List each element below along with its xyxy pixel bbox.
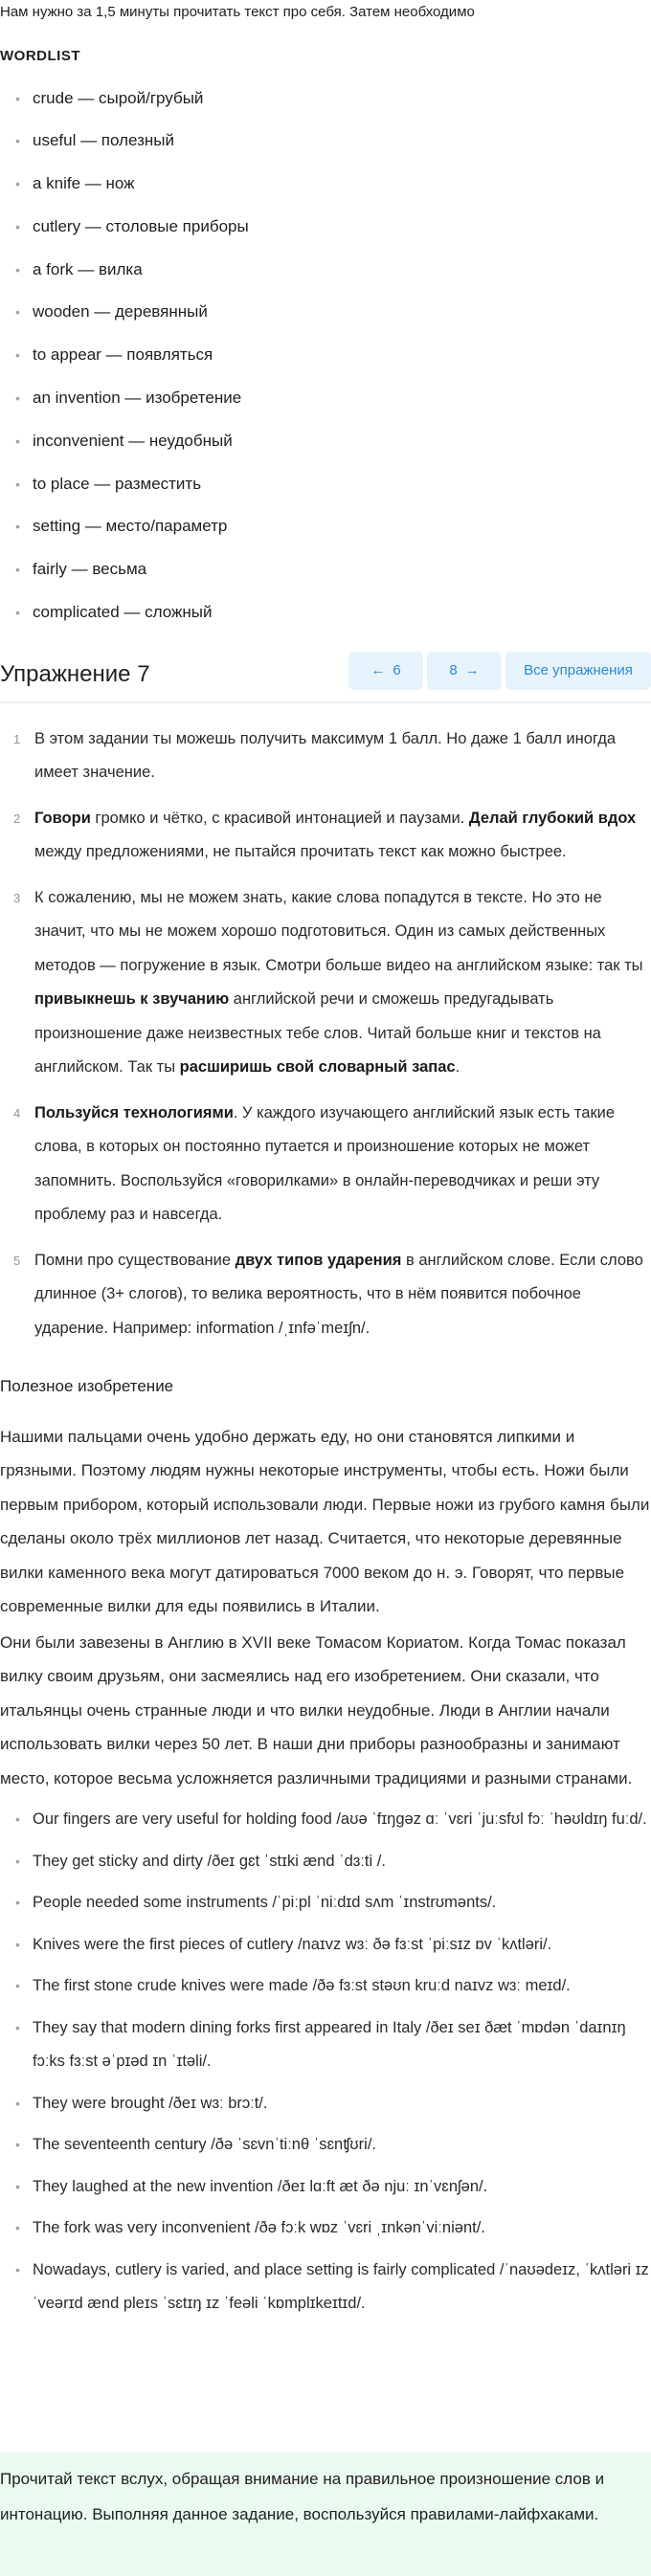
wordlist-item-text: inconvenient — неудобный [33,431,233,450]
exercise-title: Упражнение 7 [0,660,150,687]
phrases-list [0,1797,651,2321]
wordlist-item [13,120,651,163]
arrow-left-icon: ← [370,662,386,679]
bullet-icon: • [15,519,20,535]
reading-text [0,1357,651,1795]
tip-number: 2 [13,811,21,826]
tip-text: между предложениями, не пытайся прочитать текст как можно быстрее. [34,843,567,861]
wordlist-item-text: to place — разместить [33,474,202,493]
tip-text: в английском слове. Если слово длинное (3+ слогов), то велика вероятность, что в нём появится побочное ударение. Например: information /ˌɪnfəˈmeɪʃn/. [34,1251,643,1337]
bullet-icon: • [15,1936,20,1952]
text-paragraph: Нашими пальцами очень удобно держать еду, но они становятся липкими и грязными. Поэтому людям нужны некоторые инструменты, чтобы есть. Ножи были первым прибором, который использовали люди. Первые ножи из грубого камня были сделаны около трёх миллионов лет назад. Считается, что некоторые деревянные вилки каменного века могут датироваться 7000 веком до н. э. Говорят, что первые современные вилки для еды появились в Италии. [0,1427,650,1616]
bullet-icon: • [15,562,20,578]
text-paragraph: Они были завезены в Англию в XVII веке Томасом Кориатом. Когда Томас показал вилку своим друзьям, они засмеялись над его изобретением. Они сказали, что итальянцы очень странные люди и что вилки неудобные. Люди в Англии начали использовать вилки через 50 лет. В наши дни приборы разнообразны и занимают место, которое весьма усложняется различными традициями и разными странами. [0,1632,633,1788]
phrase-item [13,2011,651,2079]
prev-exercise-label: 6 [393,662,401,679]
instruction-note [0,2452,651,2576]
tip-text: К сожалению, мы не можем знать, какие слова попадутся в тексте. Но это не значит, что мы не можем хорошо подготовиться. Один из самых действенных методов — погружение в язык. Смотри больше видео на английском языке: так ты [34,888,643,974]
bullet-icon: • [15,2095,20,2111]
note-text: Прочитай текст вслух, обращая внимание на правильное произношение слов и интонацию. Выполняя данное задание, воспользуйся правилами-лайфхаками. [0,2470,605,2523]
wordlist-item [13,291,651,334]
tip-text: английской речи и сможешь предугадывать произношение даже неизвестных тебе слов. Читай больше книг и текстов на английском. Так ты [34,990,601,1077]
phrase-text: Knives were the first pieces of cutlery /naɪvz wɜː ðə fɜːst ˈpiːsɪz ɒv ˈkʌtləri/. [33,1935,552,1953]
next-exercise-label: 8 [449,662,458,679]
bullet-icon: • [15,1811,20,1828]
wordlist-item [13,505,651,548]
bullet-icon: • [15,476,20,492]
wordlist-item [13,78,651,121]
bullet-icon: • [15,176,20,192]
bullet-icon: • [15,2019,20,2035]
phrase-item [13,2170,651,2205]
tip-number: 1 [13,731,21,746]
next-exercise-button[interactable] [427,652,502,690]
phrase-item [13,1886,651,1921]
intro-text: Нам нужно за 1,5 минуты прочитать текст про себя. Затем необходимо [0,4,475,20]
wordlist-item [13,334,651,377]
tip-text: Помни про существование [34,1251,236,1269]
phrase-item [13,1845,651,1879]
bullet-icon: • [15,261,20,278]
bullet-icon: • [15,433,20,449]
phrase-text: Our fingers are very useful for holding food /aʊə ˈfɪŋgəz ɑː ˈvɛri ˈjuːsfʊl fɔː ˈhəʊldɪŋ fuːd/. [33,1810,647,1829]
bullet-icon: • [15,2137,20,2153]
tip-emphasis: Делай глубокий вдох [468,809,637,827]
wordlist-item-text: cutlery — столовые приборы [33,216,249,235]
tip-emphasis: Говори [34,809,91,827]
wordlist-item-text: fairly — весьма [33,560,147,579]
tip-emphasis: Пользуйся технологиями [34,1103,234,1121]
phrase-text: The seventeenth century /ðə ˈsɛvnˈtiːnθ ˈsɛnʧʊri/. [33,2136,376,2154]
arrow-right-icon: → [464,662,480,679]
bullet-icon: • [15,304,20,321]
wordlist-item [13,377,651,420]
wordlist-item [13,548,651,591]
tip-emphasis: привыкнешь к звучанию [34,990,230,1009]
text-title: Полезное изобретение [0,1377,174,1396]
wordlist-title: WORDLIST [0,48,80,64]
phrase-text: They laughed at the new invention /ðeɪ lɑːft æt ðə njuː ɪnˈvɛnʃən/. [33,2177,488,2195]
wordlist-item [13,591,651,634]
phrase-item [13,2128,651,2163]
phrase-item [13,2211,651,2246]
wordlist-item-text: complicated — сложный [33,603,213,622]
wordlist-item [13,420,651,463]
wordlist-item-text: crude — сырой/грубый [33,88,204,107]
tip-number: 3 [13,890,21,905]
wordlist-item-text: a knife — нож [33,174,135,193]
phrase-text: Nowadays, cutlery is varied, and place setting is fairly complicated /ˈnaʊədeɪz, ˈkʌtləri ɪz ˈveərɪd ænd pleɪs ˈsɛtɪŋ ɪz ˈfeəli ˈkɒmplɪkeɪtɪd/. [33,2260,649,2313]
tip-number: 4 [13,1105,21,1121]
wordlist-item-text: useful — полезный [33,131,174,150]
phrase-text: They say that modern dining forks first appeared in Italy /ðeɪ seɪ ðæt ˈmɒdən ˈdaɪnɪŋ fɔːks fɜːst əˈpɪəd ɪn ˈɪtəli/. [33,2018,626,2071]
tip-text: . У каждого изучающего английский язык есть такие слова, в которых он постоянно путается и произношение которых не может запомнить. Воспользуйся «говорилками» в онлайн-переводчиках и реши эту проблему раз и навсегда. [34,1103,616,1224]
tip-item [0,722,651,790]
wordlist-item [13,463,651,506]
bullet-icon: • [15,390,20,407]
wordlist-item-text: to appear — появляться [33,345,213,365]
wordlist-item-text: setting — место/параметр [33,517,228,536]
bullet-icon: • [15,605,20,621]
bullet-icon: • [15,2261,20,2277]
tip-emphasis: двух типов ударения [235,1251,402,1269]
phrase-item [13,1969,651,2004]
tip-emphasis: расширишь свой словарный запас [179,1058,456,1077]
bullet-icon: • [15,1978,20,1994]
wordlist-item [13,249,651,292]
divider [0,702,651,703]
tip-item [0,802,651,870]
wordlist-item-text: wooden — деревянный [33,302,208,322]
bullet-icon: • [15,90,20,106]
bullet-icon: • [15,1853,20,1869]
wordlist-item-text: an invention — изобретение [33,389,242,408]
bullet-icon: • [15,347,20,364]
tip-item [0,1244,651,1346]
tip-item [0,881,651,1085]
bullet-icon: • [15,2178,20,2194]
phrase-item [13,2087,651,2121]
all-exercises-button[interactable]: Все упражнения [505,652,651,690]
phrase-item [13,2254,651,2321]
phrase-item [13,1928,651,1963]
phrase-text: The first stone crude knives were made /ðə fɜːst stəʊn kruːd naɪvz wɜː meɪd/. [33,1977,571,1995]
wordlist-item-text: a fork — вилка [33,259,143,278]
tip-text: В этом задании ты можешь получить максимум 1 балл. Но даже 1 балл иногда имеет значение. [34,729,617,782]
phrase-text: They were brought /ðeɪ wɜː brɔːt/. [33,2094,268,2112]
tip-text: громко и чётко, с красивой интонацией и паузами. [90,809,469,827]
exercise-header [0,640,651,703]
phrase-text: People needed some instruments /ˈpiːpl ˈniːdɪd sʌm ˈɪnstrʊmənts/. [33,1894,497,1912]
phrase-item [13,1803,651,1837]
bullet-icon: • [15,1895,20,1911]
prev-exercise-button[interactable] [348,652,423,690]
bullet-icon: • [15,133,20,149]
bullet-icon: • [15,2220,20,2236]
bullet-icon: • [15,218,20,234]
tip-text: . [455,1058,460,1077]
tip-item [0,1097,651,1232]
phrase-text: They get sticky and dirty /ðeɪ gɛt ˈstɪki ænd ˈdɜːti /. [33,1852,386,1870]
wordlist [0,78,651,634]
tip-number: 5 [13,1253,21,1268]
wordlist-item [13,163,651,206]
phrase-text: The fork was very inconvenient /ðə fɔːk wɒz ˈvɛri ˌɪnkənˈviːniənt/. [33,2219,485,2237]
wordlist-item [13,206,651,249]
tips-list [0,703,651,1346]
